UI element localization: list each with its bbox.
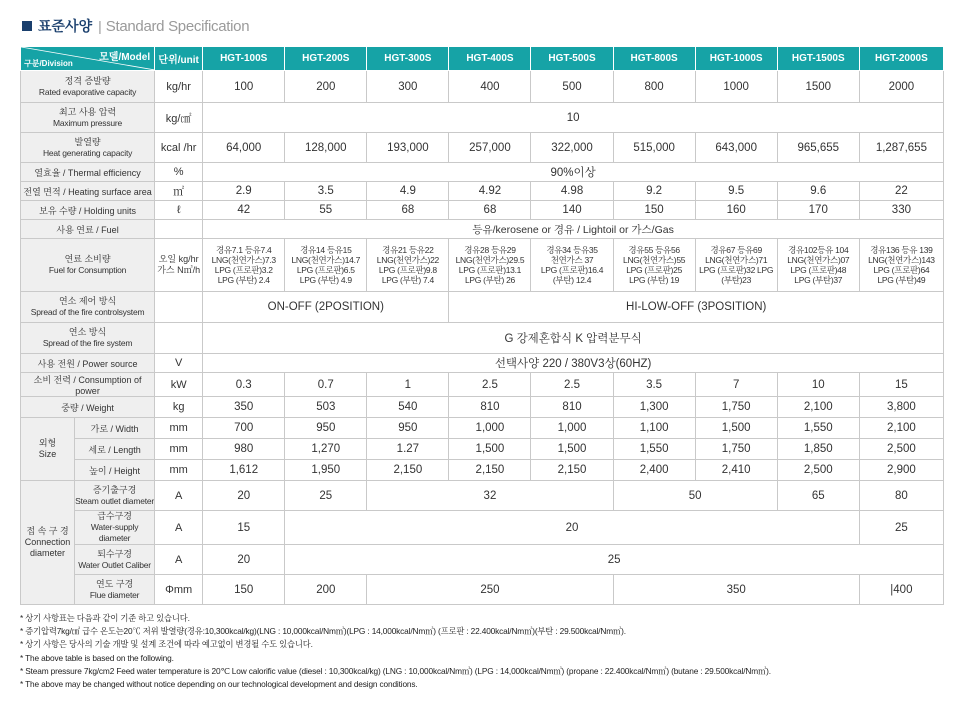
value-cell: 3.5 bbox=[285, 182, 367, 201]
row-weight bbox=[21, 397, 944, 418]
value-cell: 330 bbox=[859, 201, 943, 220]
value-cell: 400 bbox=[449, 71, 531, 103]
row-size-height bbox=[21, 460, 944, 481]
value-cell: 700 bbox=[203, 418, 285, 439]
value-cell: 800 bbox=[613, 71, 695, 103]
value-cell: 2,400 bbox=[613, 460, 695, 481]
row-label: 연소 방식 Spread of the fire system bbox=[21, 323, 155, 354]
value-cell: 2.5 bbox=[449, 373, 531, 397]
value-cell: 257,000 bbox=[449, 133, 531, 163]
value-cell: 경유7.1 등유7.4 LNG(천연가스)7.3 LPG (프로판)3.2 LPG (부탄) 2.4 bbox=[203, 239, 285, 292]
value-cell: 32 bbox=[367, 481, 613, 511]
value-cell: 200 bbox=[285, 575, 367, 605]
value-cell: 4.92 bbox=[449, 182, 531, 201]
row-label: 세로 / Length bbox=[75, 439, 155, 460]
value-cell: 193,000 bbox=[367, 133, 449, 163]
row-holding bbox=[21, 201, 944, 220]
value-cell: 950 bbox=[285, 418, 367, 439]
value-cell: 선택사양 220 / 380V3상(60HZ) bbox=[203, 354, 944, 373]
value-cell: 1,750 bbox=[695, 397, 777, 418]
row-evap bbox=[21, 71, 944, 103]
row-label: 열효율 / Thermal efficiency bbox=[21, 163, 155, 182]
row-control bbox=[21, 292, 944, 323]
row-label: 소비 전력 / Consumption of power bbox=[21, 373, 155, 397]
value-cell: 1,500 bbox=[695, 418, 777, 439]
value-cell: 503 bbox=[285, 397, 367, 418]
value-cell: 4.98 bbox=[531, 182, 613, 201]
row-label: 최고 사용 압력 Maximum pressure bbox=[21, 103, 155, 133]
unit-cell: mm bbox=[155, 418, 203, 439]
value-cell: 1,850 bbox=[777, 439, 859, 460]
value-cell: 80 bbox=[859, 481, 943, 511]
unit-cell bbox=[155, 292, 203, 323]
row-label: 연도 구경 Flue diameter bbox=[75, 575, 155, 605]
unit-cell: A bbox=[155, 511, 203, 545]
value-cell: 9.5 bbox=[695, 182, 777, 201]
value-cell: 25 bbox=[285, 481, 367, 511]
value-cell: 540 bbox=[367, 397, 449, 418]
value-cell: 300 bbox=[367, 71, 449, 103]
footnotes bbox=[20, 612, 950, 691]
value-cell: 1,100 bbox=[613, 418, 695, 439]
square-bullet-icon bbox=[22, 21, 32, 31]
value-cell: |400 bbox=[859, 575, 943, 605]
unit-cell: A bbox=[155, 545, 203, 575]
value-cell: 0.3 bbox=[203, 373, 285, 397]
value-cell: 1,000 bbox=[531, 418, 613, 439]
section-title bbox=[22, 15, 249, 37]
row-label: 전열 면적 / Heating surface area bbox=[21, 182, 155, 201]
value-cell: 170 bbox=[777, 201, 859, 220]
row-label: 중량 / Weight bbox=[21, 397, 155, 418]
value-cell: 15 bbox=[203, 511, 285, 545]
value-cell: 20 bbox=[203, 545, 285, 575]
value-cell: 200 bbox=[285, 71, 367, 103]
value-cell: 2,100 bbox=[777, 397, 859, 418]
value-cell: HI-LOW-OFF (3POSITION) bbox=[449, 292, 944, 323]
value-cell: 경유102등유 104 LNG(천연가스)07 LPG (프로판)48 LPG (부탄)37 bbox=[777, 239, 859, 292]
value-cell: 경유28 등유29 LNG(천연가스)29.5 LPG (프로판)13.1 LPG (부탄) 26 bbox=[449, 239, 531, 292]
value-cell: 90%이상 bbox=[203, 163, 944, 182]
value-cell: 2,100 bbox=[859, 418, 943, 439]
row-size-length bbox=[21, 439, 944, 460]
unit-cell: A bbox=[155, 481, 203, 511]
unit-cell bbox=[155, 323, 203, 354]
unit-cell: Φmm bbox=[155, 575, 203, 605]
corner-division-label: 구분/Division bbox=[24, 59, 73, 68]
value-cell: 등유/kerosene or 경유 / Lightoil or 가스/Gas bbox=[203, 220, 944, 239]
value-cell: 1,550 bbox=[777, 418, 859, 439]
unit-cell: mm bbox=[155, 460, 203, 481]
value-cell: 140 bbox=[531, 201, 613, 220]
value-cell: 250 bbox=[367, 575, 613, 605]
value-cell: 810 bbox=[531, 397, 613, 418]
footnote: * 증기압력7kg/㎠ 급수 온도는20℃ 저위 발열량(경유:10,300kcal/kg)(LNG : 10,000kcal/Nm㎥)(LPG : 14,000kcal/Nm㎥) (프로판 : 22.400kcal/Nm㎥)(부탄 : 29.500kcal/Nm㎥). bbox=[20, 626, 626, 637]
unit-cell: ㎡ bbox=[155, 182, 203, 201]
value-cell: 1,500 bbox=[449, 439, 531, 460]
row-surface bbox=[21, 182, 944, 201]
value-cell: 810 bbox=[449, 397, 531, 418]
unit-cell: kg bbox=[155, 397, 203, 418]
value-cell: 500 bbox=[531, 71, 613, 103]
value-cell: 20 bbox=[285, 511, 860, 545]
unit-cell: kg/hr bbox=[155, 71, 203, 103]
unit-cell: 오일 kg/hr 가스 N㎥/h bbox=[155, 239, 203, 292]
size-group-label: 외형 Size bbox=[21, 418, 75, 481]
value-cell: 2,150 bbox=[449, 460, 531, 481]
row-flue bbox=[21, 575, 944, 605]
row-label: 사용 전원 / Power source bbox=[21, 354, 155, 373]
value-cell: 100 bbox=[203, 71, 285, 103]
row-power-consumption bbox=[21, 373, 944, 397]
value-cell: 4.9 bbox=[367, 182, 449, 201]
row-label: 연소 제어 방식 Spread of the fire controlsystem bbox=[21, 292, 155, 323]
footnote: * 상기 사항표는 다음과 같이 기준 하고 있습니다. bbox=[20, 613, 190, 623]
row-water-supply bbox=[21, 511, 944, 545]
row-label: 정격 증발량 Rated evaporative capacity bbox=[21, 71, 155, 103]
value-cell: 1,500 bbox=[531, 439, 613, 460]
value-cell: 경유14 등유15 LNG(천연가스)14.7 LPG (프로판)6.5 LPG (부탄) 4.9 bbox=[285, 239, 367, 292]
row-pressure bbox=[21, 103, 944, 133]
value-cell: 7 bbox=[695, 373, 777, 397]
unit-cell: kW bbox=[155, 373, 203, 397]
model-header: HGT-1000S bbox=[695, 47, 777, 71]
value-cell: 1,550 bbox=[613, 439, 695, 460]
value-cell: 2,500 bbox=[859, 439, 943, 460]
unit-cell: kcal /hr bbox=[155, 133, 203, 163]
title-english: Standard Specification bbox=[105, 17, 250, 35]
value-cell: 2000 bbox=[859, 71, 943, 103]
value-cell: ON-OFF (2POSITION) bbox=[203, 292, 449, 323]
row-size-width bbox=[21, 418, 944, 439]
unit-cell: ℓ bbox=[155, 201, 203, 220]
model-header: HGT-300S bbox=[367, 47, 449, 71]
value-cell: 2.9 bbox=[203, 182, 285, 201]
value-cell: 68 bbox=[367, 201, 449, 220]
row-label: 급수구경 Water-supply diameter bbox=[75, 511, 155, 545]
footnote: * The above may be changed without notice depending on our technological development and design conditions. bbox=[20, 679, 418, 690]
row-consumption bbox=[21, 239, 944, 292]
model-header: HGT-100S bbox=[203, 47, 285, 71]
value-cell: 55 bbox=[285, 201, 367, 220]
value-cell: 150 bbox=[203, 575, 285, 605]
value-cell: 경유21 등유22 LNG(천연가스)22 LPG (프로판)9.8 LPG (부탄) 7.4 bbox=[367, 239, 449, 292]
row-label: 발열량 Heat generating capacity bbox=[21, 133, 155, 163]
row-power-source bbox=[21, 354, 944, 373]
value-cell: 1,750 bbox=[695, 439, 777, 460]
value-cell: 42 bbox=[203, 201, 285, 220]
value-cell: 1,300 bbox=[613, 397, 695, 418]
value-cell: 2,410 bbox=[695, 460, 777, 481]
value-cell: 950 bbox=[367, 418, 449, 439]
value-cell: 15 bbox=[859, 373, 943, 397]
value-cell: 3.5 bbox=[613, 373, 695, 397]
value-cell: 515,000 bbox=[613, 133, 695, 163]
value-cell: 350 bbox=[613, 575, 859, 605]
model-header: HGT-2000S bbox=[859, 47, 943, 71]
value-cell: 9.6 bbox=[777, 182, 859, 201]
value-cell: 1500 bbox=[777, 71, 859, 103]
value-cell: 65 bbox=[777, 481, 859, 511]
value-cell: 2.5 bbox=[531, 373, 613, 397]
value-cell: 25 bbox=[859, 511, 943, 545]
corner-model-label: 모델/Model bbox=[99, 52, 151, 63]
row-fuel bbox=[21, 220, 944, 239]
row-steam-outlet bbox=[21, 481, 944, 511]
row-water-outlet bbox=[21, 545, 944, 575]
value-cell: 322,000 bbox=[531, 133, 613, 163]
value-cell: 1.27 bbox=[367, 439, 449, 460]
unit-cell bbox=[155, 220, 203, 239]
value-cell: 25 bbox=[285, 545, 944, 575]
footnote: * Steam pressure 7kg/cm2 Feed water temperature is 20℃ Low calorific value (diesel : 10,300kcal/kg) (LNG : 10,000kcal/Nm㎥) (LPG : 14,000kcal/Nm㎥) (propane : 22.400kcal/Nm㎥) (butane : 29.500kcal/Nm㎥). bbox=[20, 665, 771, 676]
row-label: 보유 수량 / Holding units bbox=[21, 201, 155, 220]
value-cell: 1,270 bbox=[285, 439, 367, 460]
value-cell: 경유55 등유56 LNG(천연가스)55 LPG (프로판)25 LPG (부탄) 19 bbox=[613, 239, 695, 292]
row-combustion bbox=[21, 323, 944, 354]
value-cell: 643,000 bbox=[695, 133, 777, 163]
value-cell: 1 bbox=[367, 373, 449, 397]
value-cell: 20 bbox=[203, 481, 285, 511]
value-cell: 980 bbox=[203, 439, 285, 460]
value-cell: 10 bbox=[203, 103, 944, 133]
value-cell: 1,287,655 bbox=[859, 133, 943, 163]
row-heat bbox=[21, 133, 944, 163]
row-efficiency bbox=[21, 163, 944, 182]
unit-cell: mm bbox=[155, 439, 203, 460]
value-cell: 1,612 bbox=[203, 460, 285, 481]
header-row bbox=[21, 47, 944, 71]
value-cell: 160 bbox=[695, 201, 777, 220]
model-header: HGT-1500S bbox=[777, 47, 859, 71]
value-cell: 150 bbox=[613, 201, 695, 220]
model-header: HGT-500S bbox=[531, 47, 613, 71]
value-cell: 965,655 bbox=[777, 133, 859, 163]
value-cell: 1,000 bbox=[449, 418, 531, 439]
value-cell: 50 bbox=[613, 481, 777, 511]
value-cell: 경유67 등유69 LNG(천연가스)71 LPG (프로판)32 LPG (부탄)23 bbox=[695, 239, 777, 292]
row-label: 증기출구경 Steam outlet diameter bbox=[75, 481, 155, 511]
model-header: HGT-400S bbox=[449, 47, 531, 71]
unit-header: 단위/unit bbox=[155, 47, 203, 71]
value-cell: 2,500 bbox=[777, 460, 859, 481]
row-label: 높이 / Height bbox=[75, 460, 155, 481]
footnote: * The above table is based on the following. bbox=[20, 652, 174, 663]
value-cell: 10 bbox=[777, 373, 859, 397]
value-cell: 2,900 bbox=[859, 460, 943, 481]
spec-table bbox=[20, 46, 944, 605]
value-cell: 2,150 bbox=[531, 460, 613, 481]
connection-group-label: 접 속 구 경 Connection diameter bbox=[21, 481, 75, 605]
row-label: 사용 연료 / Fuel bbox=[21, 220, 155, 239]
unit-cell: V bbox=[155, 354, 203, 373]
title-korean: 표준사양 bbox=[38, 18, 93, 34]
value-cell: 0.7 bbox=[285, 373, 367, 397]
row-label: 연료 소비량 Fuel for Consumption bbox=[21, 239, 155, 292]
value-cell: G 강제혼합식 K 압력분무식 bbox=[203, 323, 944, 354]
model-header: HGT-200S bbox=[285, 47, 367, 71]
corner-header bbox=[21, 47, 155, 71]
model-header: HGT-800S bbox=[613, 47, 695, 71]
value-cell: 9.2 bbox=[613, 182, 695, 201]
value-cell: 68 bbox=[449, 201, 531, 220]
value-cell: 2,150 bbox=[367, 460, 449, 481]
value-cell: 22 bbox=[859, 182, 943, 201]
value-cell: 3,800 bbox=[859, 397, 943, 418]
value-cell: 1000 bbox=[695, 71, 777, 103]
title-separator: | bbox=[98, 18, 102, 34]
unit-cell: kg/㎠ bbox=[155, 103, 203, 133]
row-label: 가로 / Width bbox=[75, 418, 155, 439]
footnote: * 상기 사항은 당사의 기술 개발 및 설계 조건에 따라 예고없이 변경될 수도 있습니다. bbox=[20, 639, 313, 650]
value-cell: 64,000 bbox=[203, 133, 285, 163]
row-label: 퇴수구경 Water Outlet Caliber bbox=[75, 545, 155, 575]
unit-cell: % bbox=[155, 163, 203, 182]
value-cell: 경유34 등유35 천연가스 37 LPG (프로판)16.4 (부탄) 12.4 bbox=[531, 239, 613, 292]
value-cell: 경유136 등유 139 LNG(천연가스)143 LPG (프로판)64 LPG (부탄)49 bbox=[859, 239, 943, 292]
value-cell: 1,950 bbox=[285, 460, 367, 481]
value-cell: 350 bbox=[203, 397, 285, 418]
value-cell: 128,000 bbox=[285, 133, 367, 163]
